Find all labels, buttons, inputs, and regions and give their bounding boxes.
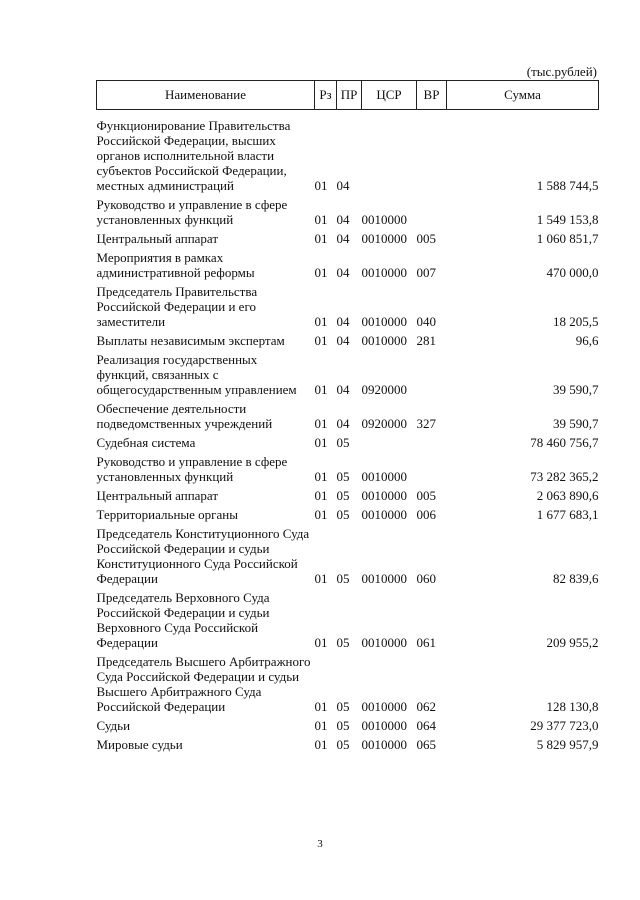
row-csr: 0010000 — [361, 507, 407, 522]
row-rz: 01 — [314, 469, 328, 484]
row-pr: 04 — [336, 212, 350, 227]
row-csr: 0920000 — [361, 382, 407, 397]
row-vr: 007 — [416, 265, 436, 280]
row-name: Мировые судьи — [96, 737, 183, 752]
row-rz: 01 — [314, 314, 328, 329]
row-sum: 209 955,2 — [546, 635, 599, 650]
row-vr: 005 — [416, 231, 436, 246]
row-vr — [417, 118, 447, 193]
row-pr: 05 — [336, 635, 350, 650]
row-sum: 82 839,6 — [553, 571, 599, 586]
table-row — [97, 488, 599, 503]
row-pr: 04 — [336, 314, 350, 329]
row-vr — [417, 197, 447, 227]
row-pr: 04 — [336, 333, 350, 348]
row-rz: 01 — [314, 507, 328, 522]
budget-table — [96, 80, 599, 752]
table-row — [97, 401, 599, 431]
row-rz: 01 — [314, 382, 328, 397]
row-vr: 062 — [416, 699, 436, 714]
row-csr: 0010000 — [361, 635, 407, 650]
row-sum: 39 590,7 — [553, 382, 599, 397]
row-pr: 05 — [336, 737, 350, 752]
table-row — [97, 284, 599, 329]
row-vr: 064 — [416, 718, 436, 733]
row-vr: 327 — [416, 416, 436, 431]
row-csr: 0010000 — [361, 488, 407, 503]
row-sum: 1 588 744,5 — [536, 178, 599, 193]
row-rz: 01 — [314, 416, 328, 431]
row-pr: 04 — [336, 178, 350, 193]
row-vr: 281 — [416, 333, 436, 348]
row-sum: 39 590,7 — [553, 416, 599, 431]
row-spacer — [97, 110, 599, 119]
row-name: Председатель Конституционного Суда Российской Федерации и судьи Конституционного Суда Российской Федерации — [96, 526, 310, 586]
table-row — [97, 250, 599, 280]
row-csr — [362, 435, 417, 450]
row-pr: 05 — [336, 699, 350, 714]
row-vr — [417, 435, 447, 450]
row-vr: 005 — [416, 488, 436, 503]
table-row — [97, 333, 599, 348]
row-rz: 01 — [314, 571, 328, 586]
row-pr: 05 — [336, 571, 350, 586]
row-name: Территориальные органы — [96, 507, 238, 522]
row-csr: 0010000 — [361, 718, 407, 733]
row-name: Руководство и управление в сфере установленных функций — [96, 454, 288, 484]
row-rz: 01 — [314, 635, 328, 650]
row-sum: 29 377 723,0 — [530, 718, 599, 733]
row-csr: 0010000 — [361, 314, 407, 329]
row-pr: 05 — [336, 435, 350, 450]
row-name: Судебная система — [96, 435, 196, 450]
row-sum: 470 000,0 — [546, 265, 599, 280]
row-vr: 006 — [416, 507, 436, 522]
row-name: Председатель Правительства Российской Федерации и его заместители — [96, 284, 258, 329]
row-rz: 01 — [314, 178, 328, 193]
row-name: Руководство и управление в сфере установленных функций — [96, 197, 288, 227]
table-row — [97, 435, 599, 450]
row-vr: 060 — [416, 571, 436, 586]
row-vr — [417, 352, 447, 397]
table-row — [97, 197, 599, 227]
row-rz: 01 — [314, 333, 328, 348]
row-csr: 0010000 — [361, 212, 407, 227]
row-rz: 01 — [314, 231, 328, 246]
row-csr: 0010000 — [361, 469, 407, 484]
row-rz: 01 — [314, 699, 328, 714]
row-pr: 04 — [336, 382, 350, 397]
row-name: Мероприятия в рамках административной реформы — [96, 250, 255, 280]
header-rz: Рз — [315, 81, 337, 110]
table-row — [97, 352, 599, 397]
header-name: Наименование — [97, 81, 315, 110]
row-rz: 01 — [314, 737, 328, 752]
row-sum: 5 829 957,9 — [536, 737, 599, 752]
table-row — [97, 454, 599, 484]
table-row — [97, 507, 599, 522]
row-rz: 01 — [314, 212, 328, 227]
header-pr: ПР — [337, 81, 362, 110]
header-vr: ВР — [417, 81, 447, 110]
table-row — [97, 231, 599, 246]
table-row — [97, 526, 599, 586]
row-sum: 78 460 756,7 — [530, 435, 599, 450]
row-sum: 96,6 — [575, 333, 599, 348]
row-csr: 0010000 — [361, 265, 407, 280]
row-sum: 18 205,5 — [553, 314, 599, 329]
row-pr: 05 — [336, 469, 350, 484]
page-number: 3 — [317, 838, 323, 850]
row-sum: 1 549 153,8 — [536, 212, 599, 227]
unit-label: (тыс.рублей) — [526, 64, 597, 79]
row-csr — [362, 118, 417, 193]
row-name: Реализация государственных функций, связанных с общегосударственным управлением — [96, 352, 297, 397]
row-vr: 061 — [416, 635, 436, 650]
table-header — [97, 81, 599, 110]
row-pr: 04 — [336, 231, 350, 246]
row-name: Центральный аппарат — [96, 488, 219, 503]
row-csr: 0010000 — [361, 333, 407, 348]
row-vr — [417, 454, 447, 484]
row-vr: 040 — [416, 314, 436, 329]
row-rz: 01 — [314, 718, 328, 733]
row-sum: 73 282 365,2 — [530, 469, 599, 484]
table-row — [97, 718, 599, 733]
row-name: Судьи — [96, 718, 131, 733]
row-csr: 0010000 — [361, 737, 407, 752]
row-rz: 01 — [314, 435, 328, 450]
row-name: Председатель Верховного Суда Российской Федерации и судьи Верховного Суда Российской Федерации — [96, 590, 270, 650]
row-name: Обеспечение деятельности подведомственных учреждений — [96, 401, 273, 431]
table-body — [97, 110, 599, 753]
row-name: Председатель Высшего Арбитражного Суда Российской Федерации и судьи Высшего Арбитражного Суда Российской Федерации — [96, 654, 311, 714]
row-csr: 0010000 — [361, 231, 407, 246]
header-csr: ЦСР — [362, 81, 417, 110]
row-sum: 128 130,8 — [546, 699, 599, 714]
row-name: Функционирование Правительства Российской Федерации, высших органов исполнительной власти субъектов Российской Федерации, местных администраций — [96, 118, 291, 193]
row-pr: 05 — [336, 507, 350, 522]
row-rz: 01 — [314, 488, 328, 503]
row-pr: 05 — [336, 488, 350, 503]
row-pr: 05 — [336, 718, 350, 733]
row-vr: 065 — [416, 737, 436, 752]
row-sum: 2 063 890,6 — [536, 488, 599, 503]
row-csr: 0010000 — [361, 699, 407, 714]
row-name: Центральный аппарат — [96, 231, 219, 246]
row-sum: 1 060 851,7 — [536, 231, 599, 246]
table-row — [97, 737, 599, 752]
table-row — [97, 590, 599, 650]
row-sum: 1 677 683,1 — [536, 507, 599, 522]
row-rz: 01 — [314, 265, 328, 280]
header-sum: Сумма — [447, 81, 599, 110]
row-csr: 0010000 — [361, 571, 407, 586]
table-row — [97, 118, 599, 193]
row-name: Выплаты независимым экспертам — [96, 333, 285, 348]
row-pr: 04 — [336, 265, 350, 280]
row-pr: 04 — [336, 416, 350, 431]
row-csr: 0920000 — [361, 416, 407, 431]
table-row — [97, 654, 599, 714]
